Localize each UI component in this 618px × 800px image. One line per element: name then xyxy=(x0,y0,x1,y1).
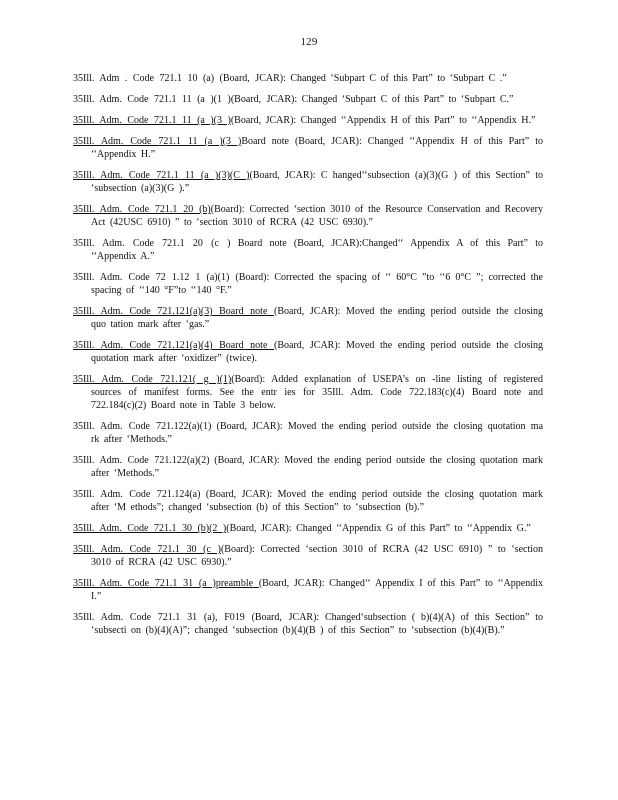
code-citation: 35Ill. Adm. Code 721.1 31 (a), F019 (Board, JCAR): xyxy=(73,612,320,623)
code-citation: 35Ill. Adm. Code 721.1 30 (b)(2 ) xyxy=(73,523,227,534)
amendment-entry xyxy=(73,611,543,637)
amendment-entry xyxy=(73,454,543,480)
amendment-text: (Board, JCAR): Changed ‘‘Appendix H of this Part” to ‘‘Appendix H.” xyxy=(230,115,536,126)
code-citation: 35Ill. Adm. Code 721.1 30 (c ) xyxy=(73,544,221,555)
amendment-text: (Board): Corrected ‘section 3010 of the Resource Conservation and Recovery Act (42USC 6910) ” to ‘section 3010 of RCRA (42 USC 6930).” xyxy=(91,204,543,228)
code-citation: 35Ill. Adm. Code 721.121( g )(1) xyxy=(73,374,232,385)
amendment-entry xyxy=(73,420,543,446)
amendment-entry xyxy=(73,373,543,412)
amendment-text: (Board, JCAR): Changed ‘‘Appendix G of this Part” to ‘‘Appendix G.” xyxy=(226,523,531,534)
amendment-text: Changed ‘Subpart C of this Part” to ‘Subpart C .” xyxy=(285,73,507,84)
code-citation: 35Ill. Adm. Code 721.1 31 (a )preamble xyxy=(73,578,259,589)
code-citation: 35Ill. Adm. Code 721.1 20 (b) xyxy=(73,204,211,215)
amendment-text: (Board, JCAR): Changed‘‘ Appendix I of this Part” to ‘‘Appendix I.” xyxy=(91,578,543,602)
amendment-text: (Board, JCAR): Moved the ending period outside the closing quotation mark after ‘Methods.” xyxy=(91,455,544,479)
code-citation: 35Ill. Adm. Code 721.122(a)(1) xyxy=(73,421,212,432)
amendment-text: (Board, JCAR): Moved the ending period outside the closing quotation mark after ‘M ethods”; changed ‘subsection (b) of this Section” to ‘subsection (b).” xyxy=(91,489,543,513)
code-citation: 35Ill. Adm. Code 721.124(a) xyxy=(73,489,201,500)
amendment-text: (Board): Corrected ‘section 3010 of RCRA (42 USC 6910) ” to ‘section 3010 of RCRA (42 USC 6930).” xyxy=(91,544,544,568)
amendment-list xyxy=(73,72,543,645)
amendment-entry xyxy=(73,169,543,195)
amendment-entry xyxy=(73,339,543,365)
amendment-text: (Board, JCAR): C hanged‘‘subsection (a)(3)(G ) of this Section” to ‘subsection (a)(3)(G ).” xyxy=(91,170,543,194)
code-citation: 35Ill. Adm. Code 721.122(a)(2) xyxy=(73,455,210,466)
amendment-text: Board note (Board, JCAR):Changed‘‘ Appendix A of this Part” to ‘‘Appendix A.” xyxy=(91,238,544,262)
code-citation: 35Ill. Adm. Code 721.1 11 (a )(1 )(Board, JCAR): xyxy=(73,94,298,105)
amendment-text: Changed ‘Subpart C of this Part” to ‘Subpart C.” xyxy=(297,94,514,105)
amendment-text: Corrected the spacing of ‘‘ 60°C ”to ‘‘6 0°C ”; corrected the spacing of ‘‘140 °F”to ‘‘140 °F.” xyxy=(91,272,543,296)
amendment-entry xyxy=(73,488,543,514)
amendment-text: (Board, JCAR): Moved the ending period outside the closing quotation mark after ‘oxidizer” (twice). xyxy=(91,340,544,364)
page-number: 129 xyxy=(300,36,318,48)
code-citation: 35Ill. Adm. Code 721.1 20 (c ) xyxy=(73,238,231,249)
amendment-text: (Board, JCAR): Moved the ending period outside the closing quotation ma rk after ‘Methods.” xyxy=(91,421,544,445)
amendment-entry xyxy=(73,577,543,603)
code-citation: 35Ill. Adm . Code 721.1 10 (a) (Board, JCAR): xyxy=(73,73,286,84)
amendment-entry xyxy=(73,93,543,106)
code-citation: 35Ill. Adm. Code 721.1 11 (a )(3)(C ) xyxy=(73,170,250,181)
amendment-text: Changed‘subsection ( b)(4)(A) of this Section” to ‘subsecti on (b)(4)(A)”; changed ‘subsection (b)(4)(B ) of this Section” to ‘subsection (b)(4)(B).” xyxy=(91,612,543,636)
amendment-text: Board note (Board, JCAR): Changed ‘‘Appendix H of this Part” to ‘‘Appendix H.” xyxy=(91,136,543,160)
code-citation: 35Ill. Adm. Code 721.1 11 (a )(3 ) xyxy=(73,115,231,126)
amendment-entry xyxy=(73,72,543,85)
amendment-entry xyxy=(73,271,543,297)
code-citation: 35Ill. Adm. Code 721.121(a)(3) Board note xyxy=(73,306,275,317)
amendment-entry xyxy=(73,237,543,263)
code-citation: 35Ill. Adm. Code 721.121(a)(4) Board note xyxy=(73,340,275,351)
amendment-entry xyxy=(73,305,543,331)
amendment-entry xyxy=(73,135,543,161)
code-citation: 35Ill. Adm. Code 72 1.12 1 (a)(1) (Board): xyxy=(73,272,270,283)
amendment-entry xyxy=(73,522,543,535)
amendment-entry xyxy=(73,114,543,127)
amendment-entry xyxy=(73,203,543,229)
code-citation: 35Ill. Adm. Code 721.1 11 (a )(3 ) xyxy=(73,136,242,147)
amendment-entry xyxy=(73,543,543,569)
amendment-text: (Board): Added explanation of USEPA’s on -line listing of registered sources of manifest forms. See the entr ies for 35Ill. Adm. Code 722.183(c)(4) Board note and 722.184(c)(2) Board note in Table 3 below. xyxy=(91,374,543,411)
amendment-text: (Board, JCAR): Moved the ending period outside the closing quo tation mark after ‘gas.” xyxy=(91,306,544,330)
